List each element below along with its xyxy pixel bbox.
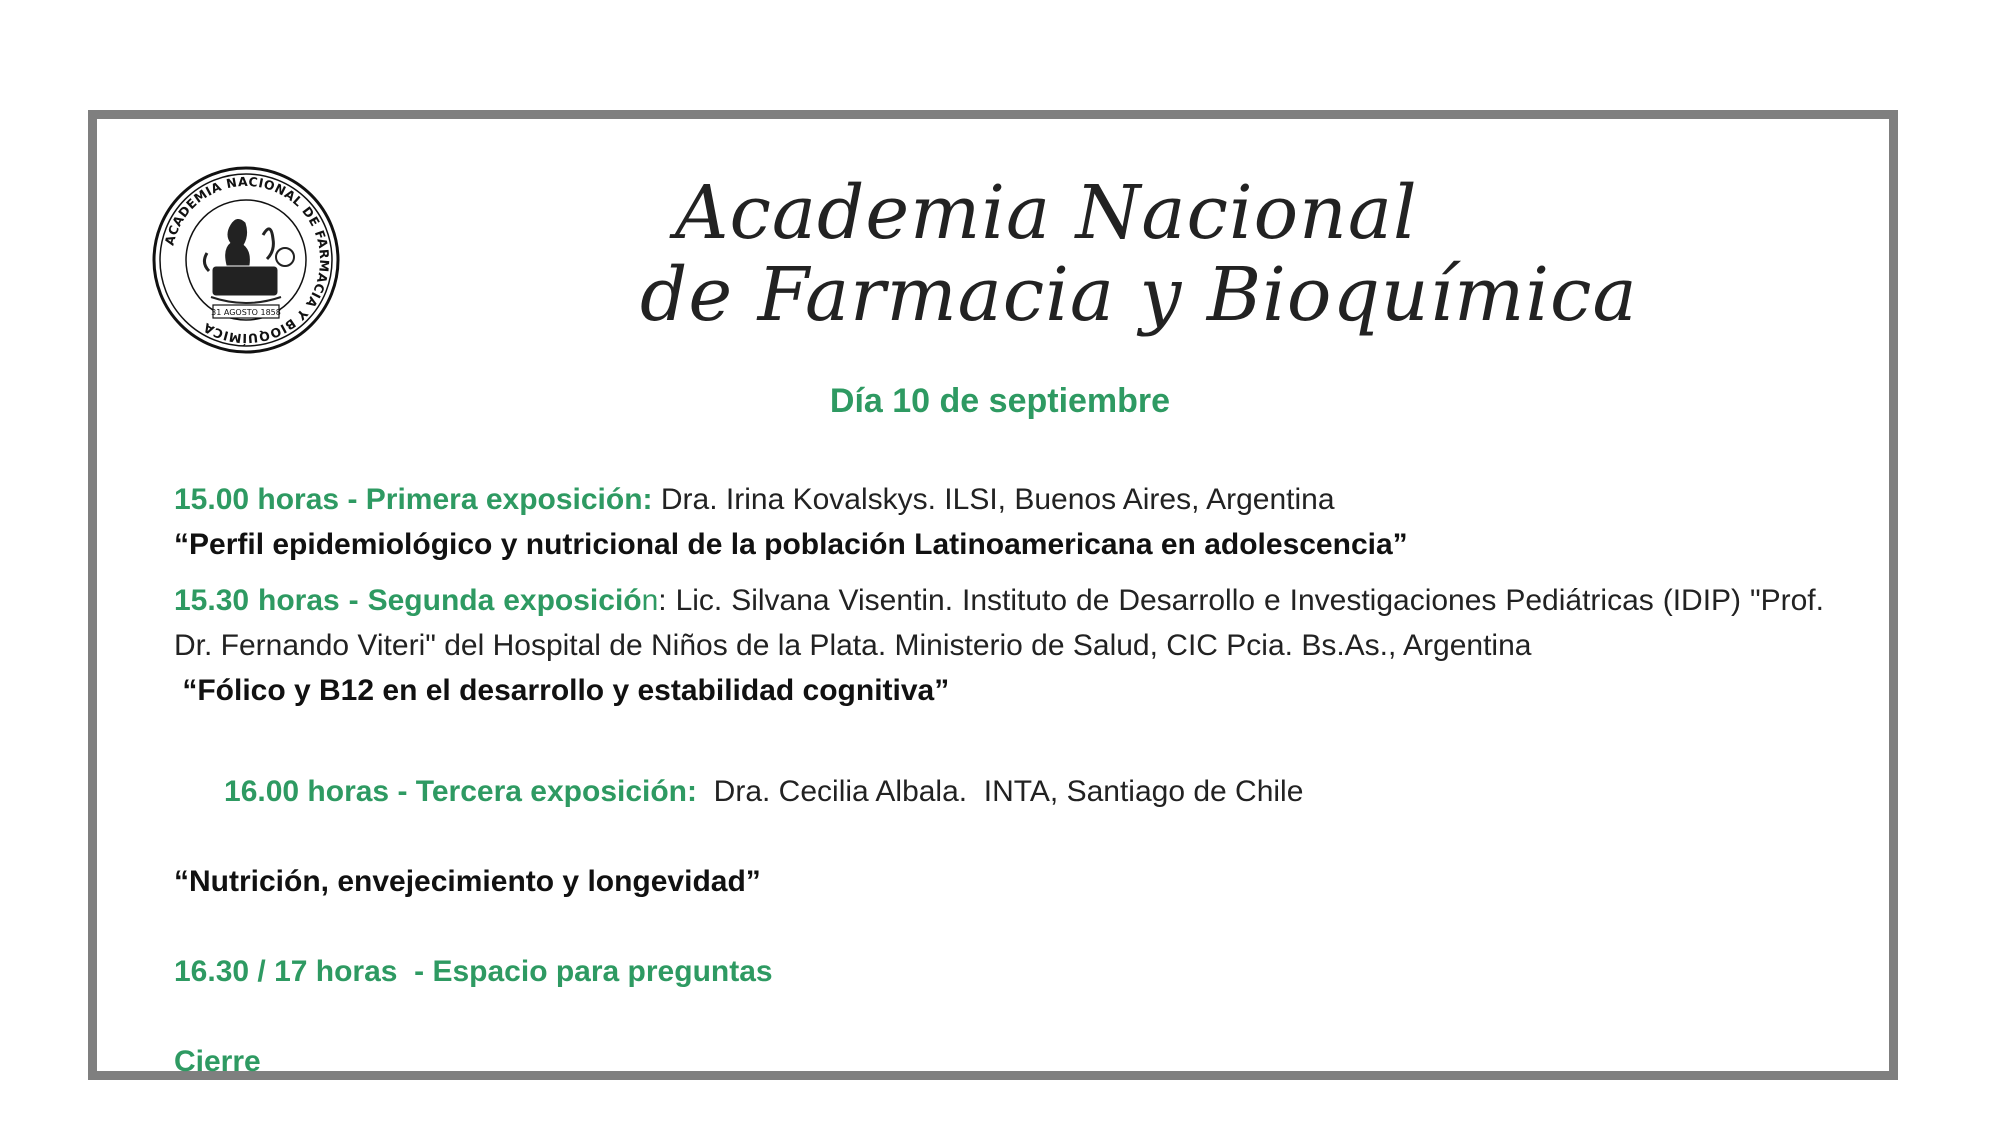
talk-2-speaker: : Lic. Silvana Visentin. Instituto de Desarrollo e Investigaciones Pediátricas (IDIP) "Prof. Dr. Fernando Viteri" del Hospital de Niños de la Plata. Ministerio de Salud, CIC Pcia. Bs.As., Argentina [174, 584, 1824, 662]
talk-2 [174, 578, 1824, 713]
talk-3-speaker: Dra. Cecilia Albala. INTA, Santiago de Chile [697, 775, 1304, 808]
talk-2-label: 15.30 horas - Segunda exposició [174, 584, 642, 617]
talk-1-speaker: Dra. Irina Kovalskys. ILSI, Buenos Aires, Argentina [652, 483, 1335, 516]
wordmark-line-2: de Farmacia y Bioquímica [640, 252, 1638, 338]
talk-3-label: 16.00 horas - Tercera exposición: [224, 775, 697, 808]
talk-2-title: “Fólico y B12 en el desarrollo y estabilidad cognitiva” [174, 674, 950, 707]
questions-line: 16.30 / 17 horas - Espacio para preguntas [174, 955, 773, 988]
talk-3 [174, 724, 1824, 904]
closing-line: Cierre [174, 1045, 261, 1078]
program-list [174, 477, 1824, 1084]
talk-2-label-tail: n [641, 584, 659, 617]
wordmark-line-1: Academia Nacional [675, 170, 1418, 256]
talk-3-title: “Nutrición, envejecimiento y longevidad” [174, 865, 761, 898]
academy-wordmark [640, 170, 1638, 350]
svg-text:ACADEMIA NACIONAL DE FARMACIA: ACADEMIA NACIONAL DE FARMACIA Y BIOQUÍMICA [161, 173, 333, 347]
talk-1-title: “Perfil epidemiológico y nutricional de la población Latinoamericana en adolescencia” [174, 528, 1408, 561]
talk-1 [174, 477, 1824, 567]
talk-1-label: 15.00 horas - Primera exposición: [174, 483, 653, 516]
svg-text:31 AGOSTO 1858: 31 AGOSTO 1858 [211, 308, 281, 317]
day-heading: Día 10 de septiembre [829, 382, 1171, 420]
academy-seal-logo [151, 165, 341, 355]
